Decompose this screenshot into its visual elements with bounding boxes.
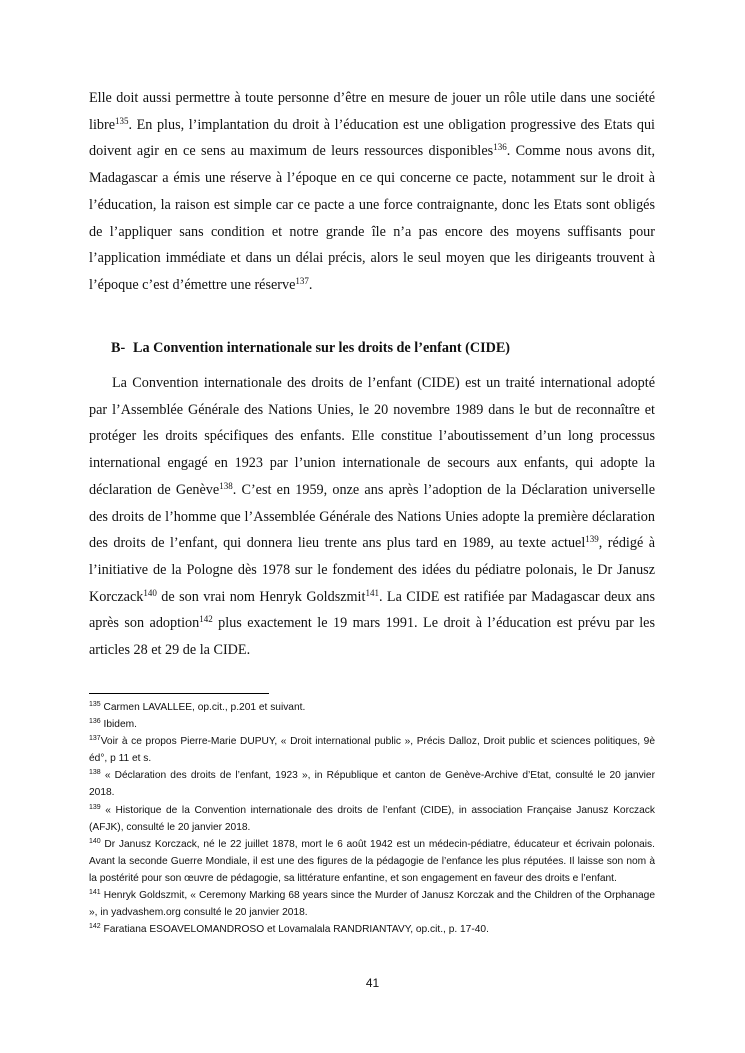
page-number: 41 <box>365 976 380 990</box>
footnotes <box>89 699 655 938</box>
footnote-number: 141 <box>89 889 101 897</box>
paragraph-text: Elle doit aussi permettre à toute personne d’être en mesure de jouer un rôle utile dans une société libre <box>89 90 655 133</box>
paragraph-text: La Convention internationale des droits de l’enfant (CIDE) est un traité international adopté par l’Assemblée Générale des Nations Unies, le 20 novembre 1989 dans le but de reconnaître et protéger les droits spécifiques des enfants. Elle constitue l’aboutissement d’un long processus international engagé en 1923 par l’union internationale de secours aux enfants, qui adopte la déclaration de Genève <box>89 375 655 498</box>
footnote <box>89 921 655 938</box>
paragraph-text: . <box>308 276 313 293</box>
paragraph-1 <box>89 85 655 299</box>
footnote-ref[interactable]: 141 <box>365 587 379 598</box>
footnote-text: Dr Janusz Korczack, né le 22 juillet 1878, mort le 6 août 1942 est un médecin-pédiatre, éducateur et écrivain polonais. Avant la seconde Guerre Mondiale, il est une des figures de la pédagogie de l’enfance les plus réputées. Il laisse son nom à la postérité pour son œuvre de pédagogie, sa littérature enfantine, et son engagement en faveur des droits e l’enfant. <box>89 838 655 884</box>
footnote <box>89 699 655 716</box>
footnote-text: Voir à ce propos Pierre-Marie DUPUY, « Droit international public », Précis Dalloz, Droit public et sciences politiques, 9è éd°, p 11 et s. <box>89 736 655 765</box>
footnote <box>89 887 655 921</box>
footnote-separator <box>89 693 269 694</box>
footnote-text: « Historique de la Convention internationale des droits de l’enfant (CIDE), in association Française Janusz Korczack (AFJK), consulté le 20 janvier 2018. <box>89 804 655 833</box>
paragraph-text: . La CIDE est ratifiée par Madagascar deux ans après son adoption <box>89 588 655 632</box>
footnote-text: Ibidem. <box>100 719 137 731</box>
paragraph-text: . C’est en 1959, onze ans après l’adoption de la Déclaration universelle des droits de l’homme que l’Assemblée Générale des Nations Unies adopte la première déclaration des droits de l’enfant, qui donnera lieu trente ans plus tard en 1989, au texte actuel <box>89 481 655 552</box>
paragraph-2 <box>89 370 655 664</box>
footnote-ref[interactable]: 140 <box>143 587 157 598</box>
footnote-number: 140 <box>89 837 101 845</box>
footnote-ref[interactable]: 135 <box>115 115 129 126</box>
paragraph-text: plus exactement le 19 mars 1991. Le droit à l’éducation est prévu par les articles 28 et 29 de la CIDE. <box>89 615 655 659</box>
paragraph-text: de son vrai nom Henryk Goldszmit <box>156 588 366 605</box>
footnote-number: 137 <box>89 735 101 743</box>
footnote-ref[interactable]: 142 <box>199 614 213 625</box>
footnote-ref[interactable]: 138 <box>219 480 233 491</box>
footnote-number: 136 <box>89 718 101 726</box>
footnote <box>89 802 655 836</box>
footnote-ref[interactable]: 136 <box>493 142 507 153</box>
footnote-number: 138 <box>89 769 101 777</box>
paragraph-text: , rédigé à l’initiative de la Pologne dès 1978 sur le fondement des idées du pédiatre polonais, le Dr Janusz Korczack <box>89 535 656 605</box>
footnote-text: Henryk Goldszmit, « Ceremony Marking 68 years since the Murder of Janusz Korczak and the Children of the Orphanage », in yadvashem.org consulté le 20 janvier 2018. <box>89 890 655 919</box>
footnote <box>89 716 655 733</box>
footnote-text: « Déclaration des droits de l’enfant, 1923 », in République et canton de Genève-Archive d’Etat, consulté le 20 janvier 2018. <box>89 770 655 799</box>
footnote-ref[interactable]: 139 <box>585 534 599 545</box>
footnote-text: Carmen LAVALLEE, op.cit., p.201 et suivant. <box>100 702 306 713</box>
paragraph-text: . En plus, l’implantation du droit à l’éducation est une obligation progressive des Etats qui doivent agir en ce sens au maximum de leurs ressources disponibles <box>89 116 655 160</box>
footnote <box>89 836 655 887</box>
footnote-number: 135 <box>89 701 101 708</box>
footnote <box>89 733 655 767</box>
paragraph-text: . Comme nous avons dit, Madagascar a émis une réserve à l’époque en ce qui concerne ce pacte, notamment sur le droit à l’éducation, la raison est simple car ce pacte a une force contraignante, donc les Etats sont obligés de l’appliquer sans condition et notre grande île n’a pas encore des moyens suffisants pour l’application immédiate et dans un délai précis, alors le seul moyen que les dirigeants trouvent à l’époque c’est d’émettre une réserve <box>89 143 655 293</box>
section-title: La Convention internationale sur les droits de l’enfant (CIDE) <box>133 340 511 356</box>
footnote-text: Faratiana ESOAVELOMANDROSO et Lovamalala RANDRIANTAVY, op.cit., p. 17-40. <box>100 924 489 936</box>
section-marker: B- <box>111 340 126 356</box>
footnote-number: 142 <box>89 923 101 931</box>
footnote-ref[interactable]: 137 <box>295 275 309 286</box>
section-heading <box>111 340 510 357</box>
footnote-number: 139 <box>89 803 101 811</box>
footnote <box>89 767 655 801</box>
